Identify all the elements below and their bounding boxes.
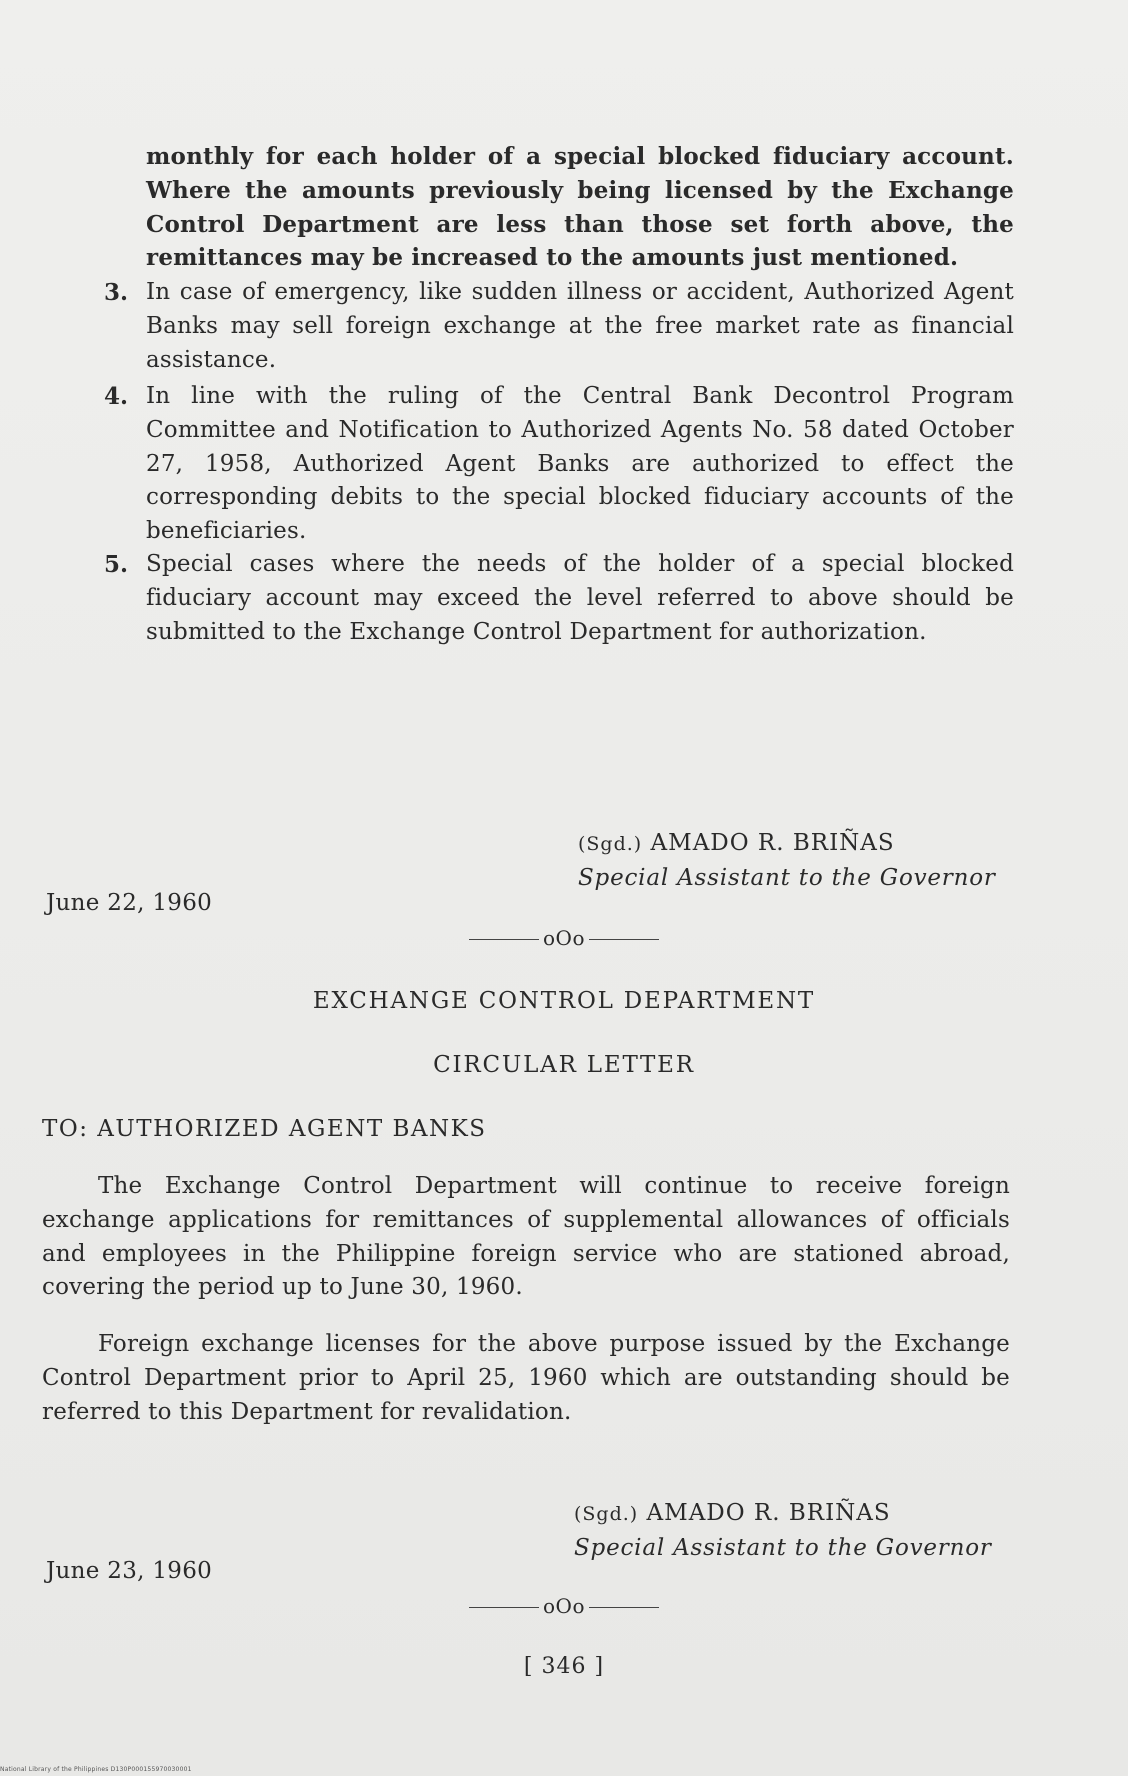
- item-text: In case of emergency, like sudden illness or accident, Authorized Agent Banks may sell foreign exchange at the free market rate as financial assistance.: [146, 279, 1014, 373]
- continued-paragraph: monthly for each holder of a special blocked fiduciary account. Where the amounts previously being licensed by the Exchange Control Department are less than those set forth above, the remittances may be increased to the amounts just mentioned.: [146, 143, 1014, 272]
- signatory-title: Special Assistant to the Governor: [574, 1535, 992, 1561]
- signature-block-1: [578, 826, 996, 895]
- signature-block-2: [574, 1496, 992, 1565]
- separator-1: [0, 926, 1128, 950]
- item-number: 5.: [104, 551, 129, 578]
- item-number: 4.: [104, 383, 129, 410]
- separator-rule: [469, 1607, 539, 1608]
- separator-rule: [589, 939, 659, 940]
- to-line: TO: AUTHORIZED AGENT BANKS: [42, 1116, 487, 1142]
- signed-mark: (Sgd.): [574, 1503, 639, 1525]
- signed-mark: (Sgd.): [578, 833, 643, 855]
- date-1: June 22, 1960: [46, 890, 213, 916]
- separator-text: oOo: [543, 1594, 585, 1618]
- body-paragraph-1: The Exchange Control Department will continue to receive foreign exchange applications for remittances of supplemental allowances of officials and employees in the Philippine foreign service who are stationed abroad, covering the period up to June 30, 1960.: [42, 1173, 1010, 1301]
- separator-2: [0, 1594, 1128, 1618]
- date-2: June 23, 1960: [46, 1558, 213, 1584]
- item-text: Special cases where the needs of the holder of a special blocked fiduciary account may exceed the level referred to above should be submitted to the Exchange Control Department for authorization.: [146, 551, 1014, 645]
- signatory-title: Special Assistant to the Governor: [578, 865, 996, 891]
- separator-text: oOo: [543, 926, 585, 950]
- separator-rule: [469, 939, 539, 940]
- signatory-name: AMADO R. BRIÑAS: [646, 1500, 891, 1526]
- department-heading: EXCHANGE CONTROL DEPARTMENT: [312, 988, 816, 1014]
- item-text: In line with the ruling of the Central Bank Decontrol Program Committee and Notification to Authorized Agents No. 58 dated October 27, 1958, Authorized Agent Banks are authorized to effect the corresponding debits to the special blocked fiduciary accounts of the beneficiaries.: [146, 383, 1014, 545]
- archive-footer: National Library of the Philippines D130P000155970030001: [0, 1766, 192, 1773]
- separator-rule: [589, 1607, 659, 1608]
- item-number: 3.: [104, 279, 129, 306]
- body-paragraph-2: Foreign exchange licenses for the above purpose issued by the Exchange Control Department prior to April 25, 1960 which are outstanding should be referred to this Department for revalidation.: [42, 1331, 1010, 1425]
- signatory-name: AMADO R. BRIÑAS: [650, 830, 895, 856]
- page-number: [ 346 ]: [523, 1654, 605, 1679]
- circular-heading: CIRCULAR LETTER: [433, 1052, 695, 1078]
